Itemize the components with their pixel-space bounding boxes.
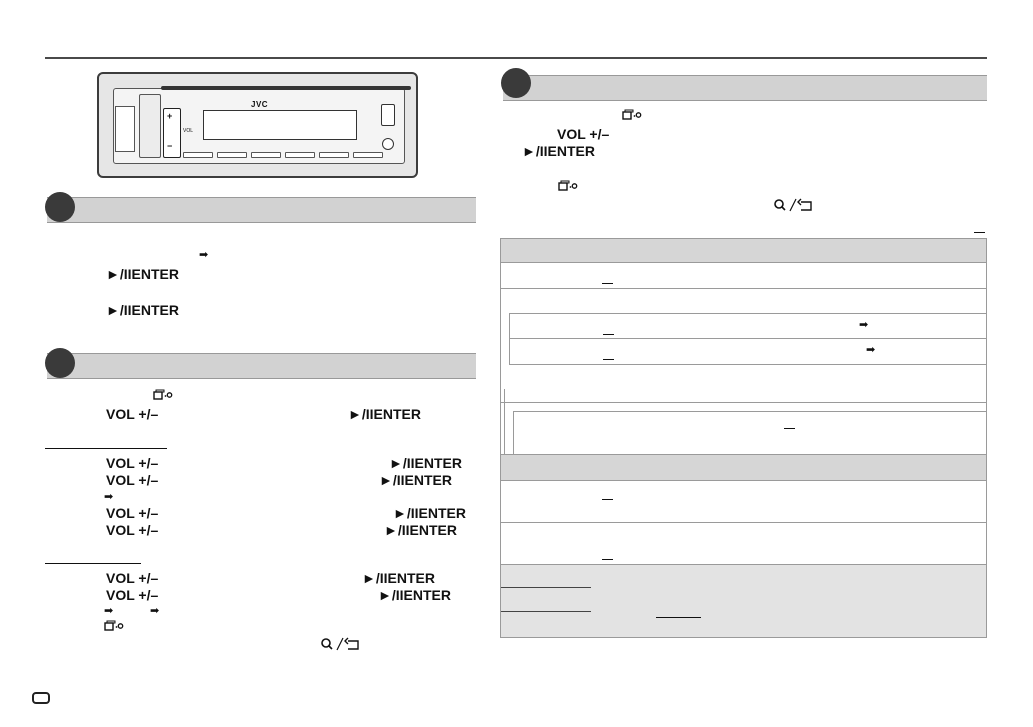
row-divider — [501, 587, 591, 588]
plus-label: + — [167, 111, 173, 121]
default-marker — [974, 232, 985, 233]
display-settings-icon — [153, 389, 173, 401]
row-divider — [501, 611, 591, 612]
usb-port-icon — [381, 104, 395, 126]
section-header-1 — [47, 197, 476, 223]
default-marker — [656, 617, 701, 618]
search-back-icon — [320, 637, 364, 651]
subheading-underline — [45, 563, 141, 564]
preset-button — [217, 152, 247, 158]
play-enter-button-label: ►/IIENTER — [378, 587, 451, 603]
top-rule — [45, 57, 987, 59]
display-settings-icon — [104, 620, 124, 632]
volume-knob — [163, 108, 181, 158]
play-enter-button-label: ►/IIENTER — [348, 406, 421, 422]
brand-logo: JVC — [251, 100, 269, 109]
preset-button — [285, 152, 315, 158]
car-stereo-illustration — [97, 72, 418, 178]
default-marker — [602, 499, 613, 500]
volume-button-label: VOL +/– — [106, 587, 159, 603]
table-row — [509, 313, 986, 339]
arrow-right-icon: ➡ — [150, 605, 160, 617]
minus-label: − — [167, 141, 173, 151]
volume-button-label: VOL +/– — [557, 126, 610, 142]
table-row — [501, 523, 986, 565]
play-enter-button-label: ►/IIENTER — [393, 505, 466, 521]
volume-button-label: VOL +/– — [106, 505, 159, 521]
preset-button — [251, 152, 281, 158]
play-pause-icon: ►/II — [106, 266, 132, 282]
vol-label: VOL — [183, 128, 194, 134]
volume-button-label: VOL +/– — [106, 472, 159, 488]
play-enter-button-label: ►/IIENTER — [379, 472, 452, 488]
arrow-right-icon: ➡ — [866, 344, 876, 356]
display-window — [203, 110, 357, 140]
release-button — [139, 94, 161, 158]
play-enter-button-label: ►/IIENTER — [522, 143, 595, 159]
volume-button-label: VOL +/– — [106, 455, 159, 471]
arrow-right-icon: ➡ — [104, 605, 114, 617]
preset-button — [353, 152, 383, 158]
table-row — [501, 289, 986, 403]
volume-button-label: VOL +/– — [106, 406, 159, 422]
table-row — [501, 481, 986, 523]
table-row — [501, 455, 986, 481]
arrow-right-icon: ➡ — [104, 491, 114, 503]
table-row — [509, 339, 986, 365]
table-row — [501, 239, 986, 263]
preset-button — [319, 152, 349, 158]
step-circle-2 — [45, 348, 75, 378]
section-header-2 — [47, 353, 476, 379]
table-row — [501, 565, 986, 637]
table-row — [501, 263, 986, 289]
section-header-3 — [503, 75, 987, 101]
search-back-icon — [773, 198, 817, 212]
play-enter-button-label: ►/IIENTER — [384, 522, 457, 538]
preset-button — [183, 152, 213, 158]
arrow-right-icon: ➡ — [199, 249, 209, 261]
step-circle-3 — [501, 68, 531, 98]
preset-button-row — [183, 152, 383, 158]
display-settings-icon — [558, 180, 578, 192]
play-enter-button-label: ►/IIENTER — [362, 570, 435, 586]
play-pause-icon: ►/II — [106, 302, 132, 318]
play-enter-button-label — [106, 266, 179, 282]
disc-slot — [161, 86, 411, 90]
default-marker — [603, 359, 614, 360]
step-circle-1 — [45, 192, 75, 222]
default-marker — [603, 334, 614, 335]
settings-table — [500, 238, 987, 638]
table-row — [513, 411, 986, 455]
play-enter-button-label — [106, 302, 179, 318]
default-marker — [602, 559, 613, 560]
default-marker — [784, 428, 795, 429]
volume-button-label: VOL +/– — [106, 570, 159, 586]
language-badge — [32, 692, 50, 704]
arrow-right-icon: ➡ — [859, 319, 869, 331]
play-enter-button-label: ►/IIENTER — [389, 455, 462, 471]
enter-label: ENTER — [131, 266, 179, 282]
aux-jack-icon — [382, 138, 394, 150]
table-row — [501, 403, 986, 455]
subheading-underline — [45, 448, 167, 449]
detach-panel — [115, 106, 135, 152]
default-marker — [602, 283, 613, 284]
enter-label: ENTER — [131, 302, 179, 318]
display-settings-icon — [622, 109, 642, 121]
volume-button-label: VOL +/– — [106, 522, 159, 538]
